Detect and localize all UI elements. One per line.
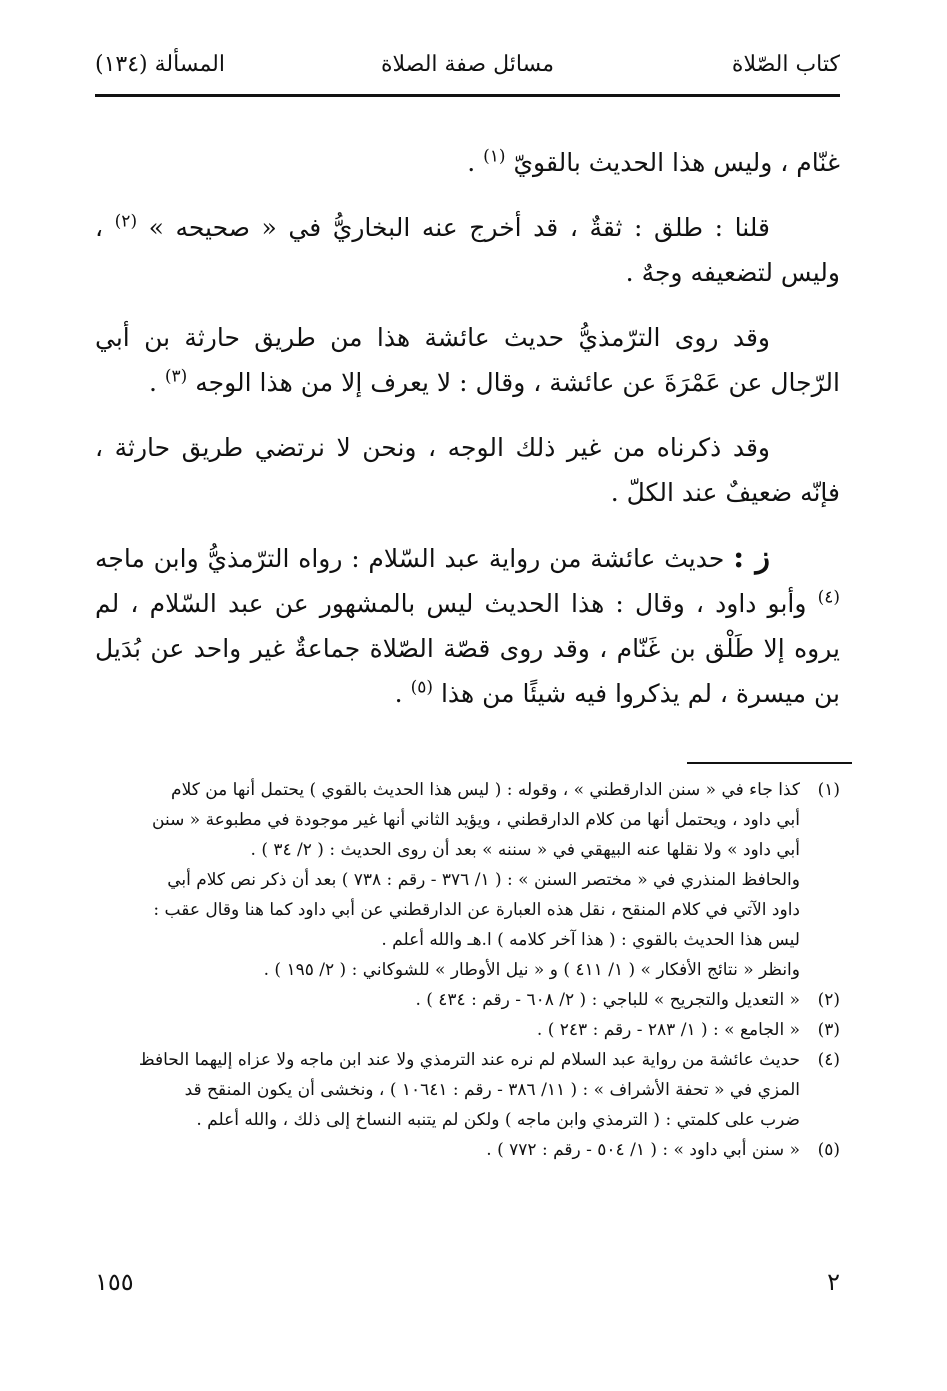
footnote-number: (٣) [817,1020,840,1040]
running-header [95,40,840,90]
footnote-ref: (٢) [114,211,138,232]
paragraph-2: قلنا : طلق : ثقةٌ ، قد أخرج عنه البخاريُّ في « صحيحه » $^{(٢)}$ ، وليس لتضعيفه وجهٌ . [95,211,840,287]
footnote-line: « التعديل والتجريح » للباجي : ( ٢/ ٦٠٨ - رقم : ٤٣٤ ) . [415,990,800,1010]
footnote-line: كذا جاء في « سنن الدارقطني » ، وقوله : ( ليس هذا الحديث بالقوي ) يحتمل أنها من كلام [171,780,800,800]
main-text [95,140,840,736]
footnote-line: « الجامع » : ( ١/ ٢٨٣ - رقم : ٢٤٣ ) . [536,1020,800,1040]
footnote-line: المزي في « تحفة الأشراف » : ( ١١/ ٣٨٦ - رقم : ١٠٦٤١ ) ، ونخشى أن يكون المنقح قد [184,1080,800,1100]
section-letter: ز : [733,540,771,575]
volume-number: ٢ [827,1268,840,1296]
footnote-line: أبي داود ، ويحتمل أنها من كلام الدارقطني ، ويؤيد الثاني أنها غير موجودة في مطبوعة « سنن [152,810,800,830]
paragraph-4: وقد ذكرناه من غير ذلك الوجه ، ونحن لا نرتضي طريق حارثة ، فإنّه ضعيفٌ عند الكلّ . [95,433,840,507]
footnote-line: « سنن أبي داود » : ( ١/ ٥٠٤ - رقم : ٧٧٢ ) . [486,1140,800,1160]
header-section-title: مسائل صفة الصلاة [380,52,555,77]
page-footer [95,1268,840,1308]
footnote-line: أبي داود » ولا نقلها عنه البيهقي في « سننه » بعد أن روى الحديث : ( ٢/ ٣٤ ) . [250,840,800,860]
footnote-divider [687,762,852,764]
footnote-3 [95,1015,840,1045]
footnote-line: ضرب على كلمتي : ( الترمذي وابن ماجه ) ولكن لم يتنبه النساخ إلى ذلك ، والله أعلم . [196,1110,800,1130]
footnote-2 [95,985,840,1015]
paragraph-3: وقد روى الترّمذيُّ حديث عائشة هذا من طريق حارثة بن أبي الرّجال عن عَمْرَةَ عن عائشة ، وقال : لا يعرف إلا من هذا الوجه $^{(٣)}$ . [95,323,840,397]
footnote-line: حديث عائشة من رواية عبد السلام لم نره عند الترمذي ولا عند ابن ماجه ولا عزاه إليهما الحافظ [138,1050,800,1070]
footnote-line: والحافظ المنذري في « مختصر السنن » : ( ١/ ٣٧٦ - رقم : ٧٣٨ ) بعد أن ذكر نص كلام أبي [167,870,800,890]
footnotes [95,775,840,1165]
footnote-line: داود الآتي في كلام المنقح ، نقل هذه العبارة عن الدارقطني عن أبي داود كما هنا وقال عقب : [153,900,800,920]
footnote-number: (٤) [817,1050,840,1070]
footnote-4 [95,1045,840,1135]
page-number: ١٥٥ [95,1268,134,1296]
footnote-number: (٢) [817,990,840,1010]
footnote-ref: (٤) [817,587,840,608]
paragraph-5: ز : حديث عائشة من رواية عبد السّلام : رواه الترّمذيُّ وابن ماجه $^{(٤)}$ وأبو داود ، وقال : هذا الحديث ليس بالمشهور عن عبد السّلام ، لم يروه إلا طَلْق بن غَنّام ، وقد روى قصّة الصّلاة جماعةٌ غير واحد عن بُدَيل بن ميسرة ، لم يذكروا فيه شيئًا من هذا $^{(٥)}$ . [95,540,840,708]
footnote-number: (١) [817,780,840,800]
footnote-number: (٥) [817,1140,840,1160]
header-issue-number: المسألة (١٣٤) [95,52,225,77]
footnote-line: ليس هذا الحديث بالقوي : ( هذا آخر كلامه ) ا.هـ والله أعلم . [381,930,800,950]
footnote-ref: (١) [483,146,506,167]
footnote-line: وانظر « نتائج الأفكار » ( ١/ ٤١١ ) و « نيل الأوطار » للشوكاني : ( ٢/ ١٩٥ ) . [263,960,800,980]
header-book-title: كتاب الصّلاة [731,52,840,77]
footnote-5 [95,1135,840,1165]
footnote-ref: (٣) [164,366,188,387]
footnote-ref: (٥) [410,677,433,698]
footnote-1 [95,775,840,985]
header-divider [95,94,840,97]
paragraph-1: غنّام ، وليس هذا الحديث بالقويّ $^{(١)}$ . [467,146,840,177]
